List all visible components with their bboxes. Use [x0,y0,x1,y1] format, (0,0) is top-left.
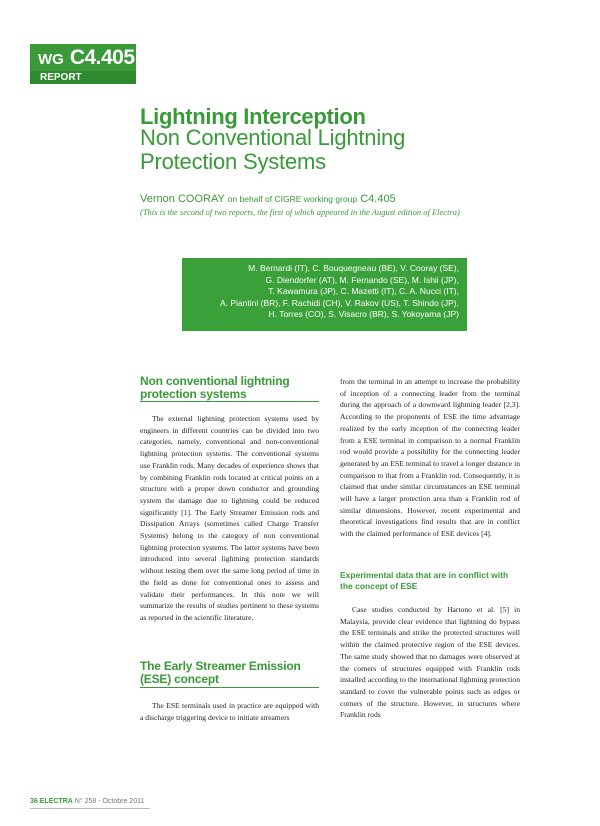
byline [140,193,396,205]
column-two-body [340,376,520,540]
section-underline [140,401,319,402]
members-line: H. Torres (CO), S. Visacro (BR), S. Yokoyama (JP) [268,309,459,320]
section-heading-experimental: Experimental data that are in conflict with the concept of ESE [340,570,509,591]
members-line: G. Diendorfer (AT), M. Fernando (SE), M. Ishii (JP), [265,274,459,285]
edition-note: (This is the second of two reports, the first of which appeared in the August edition of Electra) [140,207,460,217]
section-body-ese [140,700,319,723]
footer-rule [30,808,150,809]
section-body-experimental [340,604,520,721]
paragraph: Case studies conducted by Hartono et al. [5] in Malaysia, provide clear evidence that lightning do bypass the ESE terminals and strike the protected structures well within the claimed protective region of the ESE devices. The same study showed that no damages were observed at the corners of structures equipped with Franklin rods installed according to the international lightning protection standard to cover the vulnerable points such as edges or corners of the structure. However, in structures where Franklin rods [340,605,520,720]
section-heading-ese: The Early Streamer Emission (ESE) concept [140,659,301,686]
badge-wg: WG [38,51,64,68]
badge-code: C4.405 [69,46,135,69]
paragraph: The external lightning protection systems used by engineers in different countries can be divided into two categories, namely, conventional and non-conventional lightning protection systems. The conventional systems use Franklin rods. Many decades of experience shows that by combining Franklin rods located at critical points on a structure with a proper down conductor and grounding system the damage due to lightning could be reduced significantly [1]. The Early Streamer Emission rods and Dissipation Arrays (sometimes called Charge Transfer Systems) belong to the category of non conventional lightning protection systems. The latter systems have been introduced into several lightning protection standards without testing them over the same long period of time in the field as done for conventional ones to assess and validate their performances. In this note we will summarize the results of studies pertinent to these systems as reported in the scientific literature. [140,414,319,622]
issue-info: N° 258 - Octobre 2011 [74,798,145,805]
page-footer [30,798,144,805]
title-main: Lightning Interception [140,104,366,129]
members-list [182,263,459,321]
members-line: T. Kawamura (JP), C. Mazetti (IT), C. A. Nucci (IT), [268,286,459,297]
badge-report-label: REPORT [30,71,136,84]
author-first: Vernon [140,193,175,205]
on-behalf: on behalf of CIGRE working group [227,194,358,204]
author-last: COORAY [177,193,225,205]
section-body-nonconventional [140,413,319,624]
badge-header [30,44,136,71]
section-heading-nonconventional: Non conventional lightning protection systems [140,374,290,401]
title-sub: Non Conventional Lightning Protection Systems [140,125,406,174]
paragraph: from the terminal in an attempt to increase the probability of inception of a connecting leader from the terminal during the approach of a downward lightning leader [2,3]. According to the proponents of ESE the time advantage realized by the early inception of the connecting leader from a ESE terminal in comparison to a normal Franklin rod would provide a possibility for the connecting leader generated by an ESE terminal to travel a longer distance in comparison to that from a Franklin rod. Consequently, it is claimed that under similar circumstances an ESE terminal will have a larger protection area than a Franklin rod of similar dimensions. However, recent experimental and theoretical investigations find results that are in conflict with the claimed performance of ESE devices [4]. [340,377,520,539]
byline-wg: C4.405 [360,193,396,205]
page-number: 36 [30,798,38,805]
members-line: A. Piantini (BR), F. Rachidi (CH), V. Rakov (US), T. Shindo (JP), [219,297,459,308]
magazine-name: ELECTRA [39,798,73,805]
members-line: M. Bernardi (IT), C. Bouquegneau (BE), V. Cooray (SE), [248,263,459,273]
section-underline [140,687,319,688]
paragraph: The ESE terminals used in practice are equipped with a discharge triggering device to initiate streamers [140,701,319,722]
